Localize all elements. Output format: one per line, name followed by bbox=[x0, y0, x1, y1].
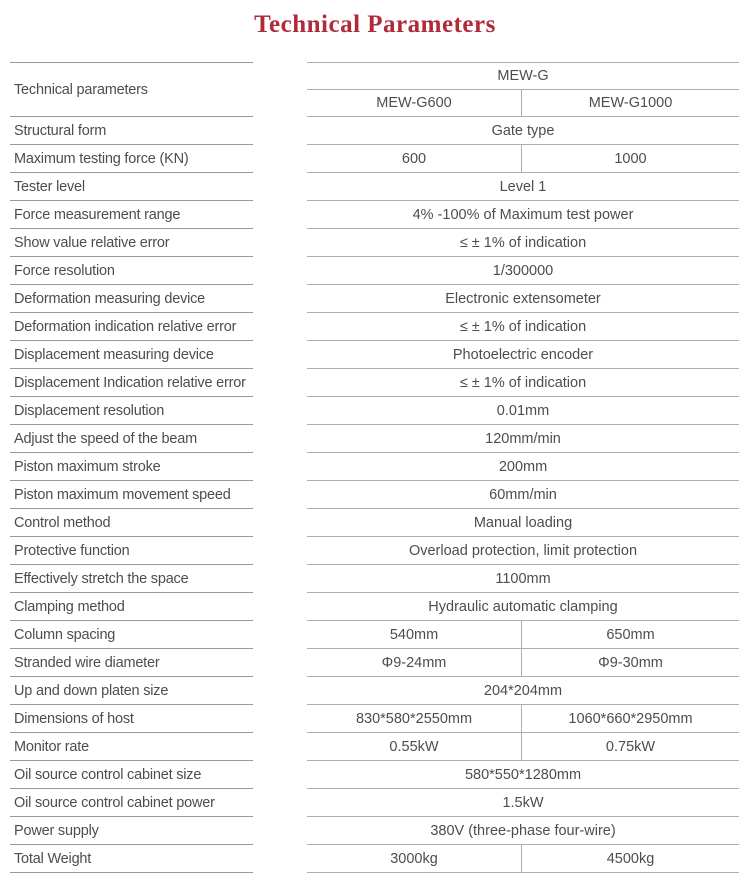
param-value: Electronic extensometer bbox=[445, 290, 601, 307]
table-row bbox=[0, 201, 750, 229]
column-gap bbox=[253, 173, 307, 201]
param-value-cell bbox=[307, 397, 739, 425]
table-row bbox=[0, 229, 750, 257]
column-gap bbox=[253, 817, 307, 845]
table-row bbox=[0, 621, 750, 649]
param-value: ≤ ± 1% of indication bbox=[459, 318, 587, 335]
param-value: 1100mm bbox=[495, 570, 551, 587]
table-row bbox=[0, 733, 750, 761]
column-gap bbox=[253, 285, 307, 313]
param-value: 580*550*1280mm bbox=[464, 766, 582, 783]
corner-label: Technical parameters bbox=[14, 81, 148, 98]
model-group-label: MEW-G bbox=[307, 63, 739, 90]
table-row bbox=[0, 817, 750, 845]
param-value: 380V (three-phase four-wire) bbox=[430, 822, 616, 839]
column-gap bbox=[253, 369, 307, 397]
param-value-cell bbox=[307, 509, 739, 537]
param-value-cell bbox=[307, 621, 739, 649]
param-value-cell bbox=[307, 425, 739, 453]
table-row bbox=[0, 593, 750, 621]
param-value-cell bbox=[307, 313, 739, 341]
table-row bbox=[0, 397, 750, 425]
param-value-cell bbox=[307, 705, 739, 733]
param-value-left: 0.55kW bbox=[389, 738, 439, 755]
column-gap bbox=[253, 425, 307, 453]
table-row bbox=[0, 565, 750, 593]
param-label: Column spacing bbox=[10, 621, 253, 649]
table-row bbox=[0, 537, 750, 565]
column-gap bbox=[253, 145, 307, 173]
model-split-row bbox=[307, 90, 739, 117]
param-label: Oil source control cabinet power bbox=[10, 789, 253, 817]
param-value-left: 540mm bbox=[389, 626, 439, 643]
column-gap bbox=[253, 789, 307, 817]
param-label: Protective function bbox=[10, 537, 253, 565]
model-name: MEW-G600 bbox=[376, 94, 452, 111]
param-value: 1/300000 bbox=[492, 262, 554, 279]
param-label: Stranded wire diameter bbox=[10, 649, 253, 677]
param-value: ≤ ± 1% of indication bbox=[459, 234, 587, 251]
table-row bbox=[0, 117, 750, 145]
param-label: Clamping method bbox=[10, 593, 253, 621]
param-value: 204*204mm bbox=[483, 682, 563, 699]
param-value: ≤ ± 1% of indication bbox=[459, 374, 587, 391]
param-label: Displacement Indication relative error bbox=[10, 369, 253, 397]
param-label: Deformation measuring device bbox=[10, 285, 253, 313]
param-value: 60mm/min bbox=[489, 486, 557, 503]
column-gap bbox=[253, 313, 307, 341]
param-value-cell bbox=[307, 453, 739, 481]
column-gap bbox=[253, 677, 307, 705]
param-value-left: 600 bbox=[401, 150, 427, 167]
column-gap bbox=[253, 537, 307, 565]
column-gap bbox=[253, 341, 307, 369]
param-value-cell bbox=[307, 789, 739, 817]
column-gap bbox=[253, 62, 307, 117]
param-label: Structural form bbox=[10, 117, 253, 145]
param-value-right: 0.75kW bbox=[521, 733, 739, 760]
param-value-cell bbox=[307, 201, 739, 229]
corner-cell bbox=[10, 62, 253, 117]
param-value: Manual loading bbox=[473, 514, 573, 531]
param-label: Power supply bbox=[10, 817, 253, 845]
param-value-cell bbox=[307, 145, 739, 173]
param-value-left: 830*580*2550mm bbox=[355, 710, 473, 727]
param-value-right: 1060*660*2950mm bbox=[521, 705, 739, 732]
param-label: Deformation indication relative error bbox=[10, 313, 253, 341]
param-value-cell bbox=[307, 341, 739, 369]
param-value-cell bbox=[307, 257, 739, 285]
param-value-cell bbox=[307, 117, 739, 145]
param-value: Photoelectric encoder bbox=[452, 346, 594, 363]
param-value: Overload protection, limit protection bbox=[408, 542, 638, 559]
param-value-right: 1000 bbox=[521, 145, 739, 172]
table-row bbox=[0, 705, 750, 733]
column-gap bbox=[253, 257, 307, 285]
table-row bbox=[0, 173, 750, 201]
param-value-right: 4500kg bbox=[521, 845, 739, 872]
param-value: Level 1 bbox=[499, 178, 547, 195]
param-label: Total Weight bbox=[10, 845, 253, 873]
param-label: Monitor rate bbox=[10, 733, 253, 761]
table-row bbox=[0, 789, 750, 817]
param-value-cell bbox=[307, 481, 739, 509]
column-gap bbox=[253, 481, 307, 509]
param-value: 4% -100% of Maximum test power bbox=[412, 206, 634, 223]
param-label: Piston maximum stroke bbox=[10, 453, 253, 481]
table-row bbox=[0, 649, 750, 677]
param-value-cell bbox=[307, 733, 739, 761]
column-gap bbox=[253, 845, 307, 873]
header-row bbox=[0, 62, 750, 117]
column-gap bbox=[253, 565, 307, 593]
param-label: Maximum testing force (KN) bbox=[10, 145, 253, 173]
models-header bbox=[307, 62, 739, 117]
param-value-cell bbox=[307, 761, 739, 789]
param-label: Displacement resolution bbox=[10, 397, 253, 425]
table-row bbox=[0, 761, 750, 789]
param-value-cell bbox=[307, 649, 739, 677]
param-value-cell bbox=[307, 677, 739, 705]
table-row bbox=[0, 453, 750, 481]
table-row bbox=[0, 257, 750, 285]
column-gap bbox=[253, 761, 307, 789]
param-value-cell bbox=[307, 845, 739, 873]
table-row bbox=[0, 509, 750, 537]
param-value: Gate type bbox=[491, 122, 555, 139]
column-gap bbox=[253, 117, 307, 145]
param-value-right: 650mm bbox=[521, 621, 739, 648]
param-value-cell bbox=[307, 369, 739, 397]
param-value-cell bbox=[307, 537, 739, 565]
param-label: Control method bbox=[10, 509, 253, 537]
param-label: Tester level bbox=[10, 173, 253, 201]
param-value: 1.5kW bbox=[502, 794, 544, 811]
column-gap bbox=[253, 201, 307, 229]
param-label: Dimensions of host bbox=[10, 705, 253, 733]
column-gap bbox=[253, 705, 307, 733]
param-value: 200mm bbox=[498, 458, 548, 475]
param-value: 120mm/min bbox=[485, 430, 561, 447]
param-value: Hydraulic automatic clamping bbox=[428, 598, 618, 615]
column-gap bbox=[253, 509, 307, 537]
table-row bbox=[0, 425, 750, 453]
table-row bbox=[0, 145, 750, 173]
param-value-cell bbox=[307, 565, 739, 593]
table-row bbox=[0, 369, 750, 397]
param-label: Adjust the speed of the beam bbox=[10, 425, 253, 453]
param-label: Force measurement range bbox=[10, 201, 253, 229]
param-value-right: Φ9-30mm bbox=[521, 649, 739, 676]
column-gap bbox=[253, 733, 307, 761]
column-gap bbox=[253, 621, 307, 649]
param-value-cell bbox=[307, 285, 739, 313]
param-label: Displacement measuring device bbox=[10, 341, 253, 369]
table-body bbox=[0, 117, 750, 873]
table-row bbox=[0, 313, 750, 341]
param-label: Force resolution bbox=[10, 257, 253, 285]
param-value-left: Φ9-24mm bbox=[381, 654, 447, 671]
param-label: Effectively stretch the space bbox=[10, 565, 253, 593]
param-value-cell bbox=[307, 173, 739, 201]
table-row bbox=[0, 481, 750, 509]
table-row bbox=[0, 341, 750, 369]
column-gap bbox=[253, 593, 307, 621]
param-label: Piston maximum movement speed bbox=[10, 481, 253, 509]
page-title: Technical Parameters bbox=[254, 11, 496, 38]
column-gap bbox=[253, 397, 307, 425]
params-table bbox=[0, 62, 750, 873]
param-label: Up and down platen size bbox=[10, 677, 253, 705]
table-row bbox=[0, 677, 750, 705]
column-gap bbox=[253, 229, 307, 257]
model-name: MEW-G1000 bbox=[521, 90, 739, 116]
param-label: Show value relative error bbox=[10, 229, 253, 257]
table-row bbox=[0, 845, 750, 873]
param-value-left: 3000kg bbox=[390, 850, 438, 867]
param-value: 0.01mm bbox=[496, 402, 550, 419]
param-value-cell bbox=[307, 229, 739, 257]
param-value-cell bbox=[307, 817, 739, 845]
column-gap bbox=[253, 453, 307, 481]
column-gap bbox=[253, 649, 307, 677]
table-row bbox=[0, 285, 750, 313]
param-value-cell bbox=[307, 593, 739, 621]
param-label: Oil source control cabinet size bbox=[10, 761, 253, 789]
